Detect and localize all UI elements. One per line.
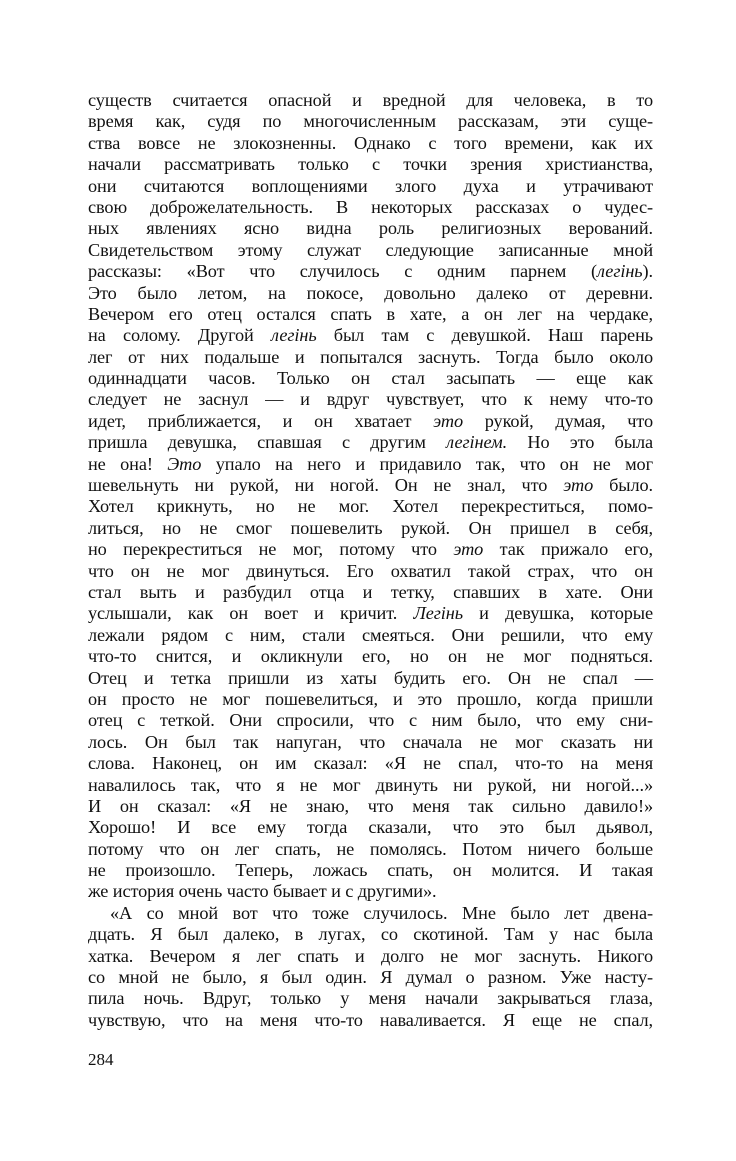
text-segment: Отец и тетка пришли из хаты будить его. Он не спал — xyxy=(88,667,653,688)
text-segment: рассказы: «Вот что случилось с одним парнем ( xyxy=(88,261,597,282)
italic-term: Это xyxy=(167,453,202,474)
text-line xyxy=(88,90,653,111)
text-segment: лось. Он был так напуган, что сначала не мог сказать ни xyxy=(88,731,653,752)
text-segment: же история очень часто бывает и с другими». xyxy=(88,881,437,902)
text-segment: чувствую, что на меня что-то наваливается. Я еще не спал, xyxy=(88,1009,653,1030)
text-line xyxy=(88,903,653,924)
text-segment: Это было летом, на покосе, довольно далеко от деревни. xyxy=(88,282,653,303)
text-line xyxy=(88,389,653,410)
text-segment: он просто не мог пошевелиться, и это прошло, когда пришли xyxy=(88,688,653,709)
text-segment: не она! xyxy=(88,453,168,474)
text-segment: Хотел крикнуть, но не мог. Хотел перекреститься, помо- xyxy=(88,496,653,517)
text-line xyxy=(88,775,653,796)
text-line xyxy=(88,518,653,539)
text-line xyxy=(88,582,653,603)
text-line xyxy=(88,625,653,646)
text-segment: потому что он лег спать, не помолясь. Потом ничего больше xyxy=(88,838,653,859)
text-segment: слова. Наконец, он им сказал: «Я не спал, что-то на меня xyxy=(88,753,653,774)
text-line xyxy=(88,1010,653,1031)
text-line xyxy=(88,988,653,1009)
text-segment: литься, но не смог пошевелить рукой. Он пришел в себя, xyxy=(88,517,653,538)
text-segment: следует не заснул — и вдруг чувствует, что к нему что-то xyxy=(88,389,653,410)
text-line xyxy=(88,646,653,667)
text-line xyxy=(88,368,653,389)
italic-term: это xyxy=(453,539,484,560)
text-segment: ных явлениях ясно видна роль религиозных верований. xyxy=(88,218,653,239)
text-line xyxy=(88,411,653,432)
text-line xyxy=(88,240,653,261)
paragraph xyxy=(88,903,653,1031)
text-segment: было. xyxy=(593,475,654,496)
text-line xyxy=(88,967,653,988)
text-line xyxy=(88,325,653,346)
italic-term: легінем. xyxy=(446,432,508,453)
text-segment: идет, приближается, и он хватает xyxy=(88,410,434,431)
text-segment: Но это была xyxy=(507,432,653,453)
text-segment: был там с девушкой. Наш парень xyxy=(316,325,653,346)
italic-term: Легінь xyxy=(413,603,463,624)
text-segment: время как, судя по многочисленным рассказам, эти суще- xyxy=(88,111,653,132)
paragraph xyxy=(88,90,653,903)
text-line xyxy=(88,475,653,496)
text-segment: свою доброжелательность. В некоторых рассказах о чудес- xyxy=(88,196,653,217)
text-line xyxy=(88,304,653,325)
text-line xyxy=(88,218,653,239)
text-segment: что-то снится, и окликнули его, но он не мог подняться. xyxy=(88,646,653,667)
text-line xyxy=(88,347,653,368)
text-segment: ства вовсе не злокозненны. Однако с того времени, как их xyxy=(88,132,653,153)
text-segment: пришла девушка, спавшая с другим xyxy=(88,432,447,453)
text-segment: рукой, думая, что xyxy=(463,410,653,431)
text-segment: существ считается опасной и вредной для человека, в то xyxy=(88,90,653,110)
text-line xyxy=(88,796,653,817)
text-segment: так прижало его, xyxy=(483,539,653,560)
text-line xyxy=(88,710,653,731)
text-line xyxy=(88,839,653,860)
text-segment: и девушка, которые xyxy=(462,603,653,624)
text-line xyxy=(88,154,653,175)
text-segment: не произошло. Теперь, ложась спать, он молится. И такая xyxy=(88,860,653,881)
text-segment: отец с теткой. Они спросили, что с ним было, что ему сни- xyxy=(88,710,653,731)
text-line xyxy=(88,881,653,902)
text-segment: услышали, как он воет и кричит. xyxy=(88,603,414,624)
text-line xyxy=(88,133,653,154)
text-segment: со мной не было, я был один. Я думал о разном. Уже насту- xyxy=(88,967,653,988)
text-segment: ). xyxy=(642,261,653,282)
text-line xyxy=(88,860,653,881)
text-line xyxy=(88,111,653,132)
text-line xyxy=(88,753,653,774)
text-line xyxy=(88,732,653,753)
italic-term: это xyxy=(563,475,594,496)
text-segment: начали рассматривать только с точки зрения христианства, xyxy=(88,154,653,175)
text-line xyxy=(88,668,653,689)
text-segment: стал выть и разбудил отца и тетку, спавших в хате. Они xyxy=(88,581,653,602)
text-line xyxy=(88,283,653,304)
text-line xyxy=(88,561,653,582)
text-segment: дцать. Я был далеко, в лугах, со скотиной. Там у нас была xyxy=(88,924,653,945)
text-line xyxy=(88,197,653,218)
italic-term: легінь xyxy=(271,325,317,346)
text-line xyxy=(88,454,653,475)
text-segment: лежали рядом с ним, стали смеяться. Они решили, что ему xyxy=(88,624,653,645)
text-segment: что он не мог двинуться. Его охватил такой страх, что он xyxy=(88,560,653,581)
text-line xyxy=(88,432,653,453)
text-line xyxy=(88,176,653,197)
text-segment: но перекреститься не мог, потому что xyxy=(88,539,454,560)
text-line xyxy=(88,924,653,945)
text-line xyxy=(88,603,653,624)
text-segment: навалилось так, что я не мог двинуть ни рукой, ни ногой...» xyxy=(88,774,653,795)
text-segment: пила ночь. Вдруг, только у меня начали закрываться глаза, xyxy=(88,988,653,1009)
italic-term: это xyxy=(433,410,464,431)
text-segment: упало на него и придавило так, что он не мог xyxy=(201,453,653,474)
text-line xyxy=(88,946,653,967)
text-line xyxy=(88,689,653,710)
text-segment: «А со мной вот что тоже случилось. Мне было лет двена- xyxy=(110,902,653,923)
text-segment: Хорошо! И все ему тогда сказали, что это был дьявол, xyxy=(88,817,653,838)
text-segment: Вечером его отец остался спать в хате, а он лег на чердаке, xyxy=(88,303,653,324)
text-segment: лег от них подальше и попытался заснуть. Тогда было около xyxy=(88,346,653,367)
text-line xyxy=(88,539,653,560)
text-segment: Свидетельством этому служат следующие записанные мной xyxy=(88,239,653,260)
text-segment: хатка. Вечером я лег спать и долго не мог заснуть. Никого xyxy=(88,945,653,966)
text-line xyxy=(88,261,653,282)
text-segment: шевельнуть ни рукой, ни ногой. Он не знал, что xyxy=(88,475,564,496)
text-line xyxy=(88,817,653,838)
page-body-text xyxy=(88,90,653,1031)
text-line xyxy=(88,496,653,517)
text-segment: И он сказал: «Я не знаю, что меня так сильно давило!» xyxy=(88,795,653,816)
text-segment: они считаются воплощениями злого духа и утрачивают xyxy=(88,175,653,196)
italic-term: легінь xyxy=(596,261,643,282)
text-segment: на солому. Другой xyxy=(88,325,271,346)
text-segment: одиннадцати часов. Только он стал засыпать — еще как xyxy=(88,368,653,389)
page-number: 284 xyxy=(88,1050,114,1069)
